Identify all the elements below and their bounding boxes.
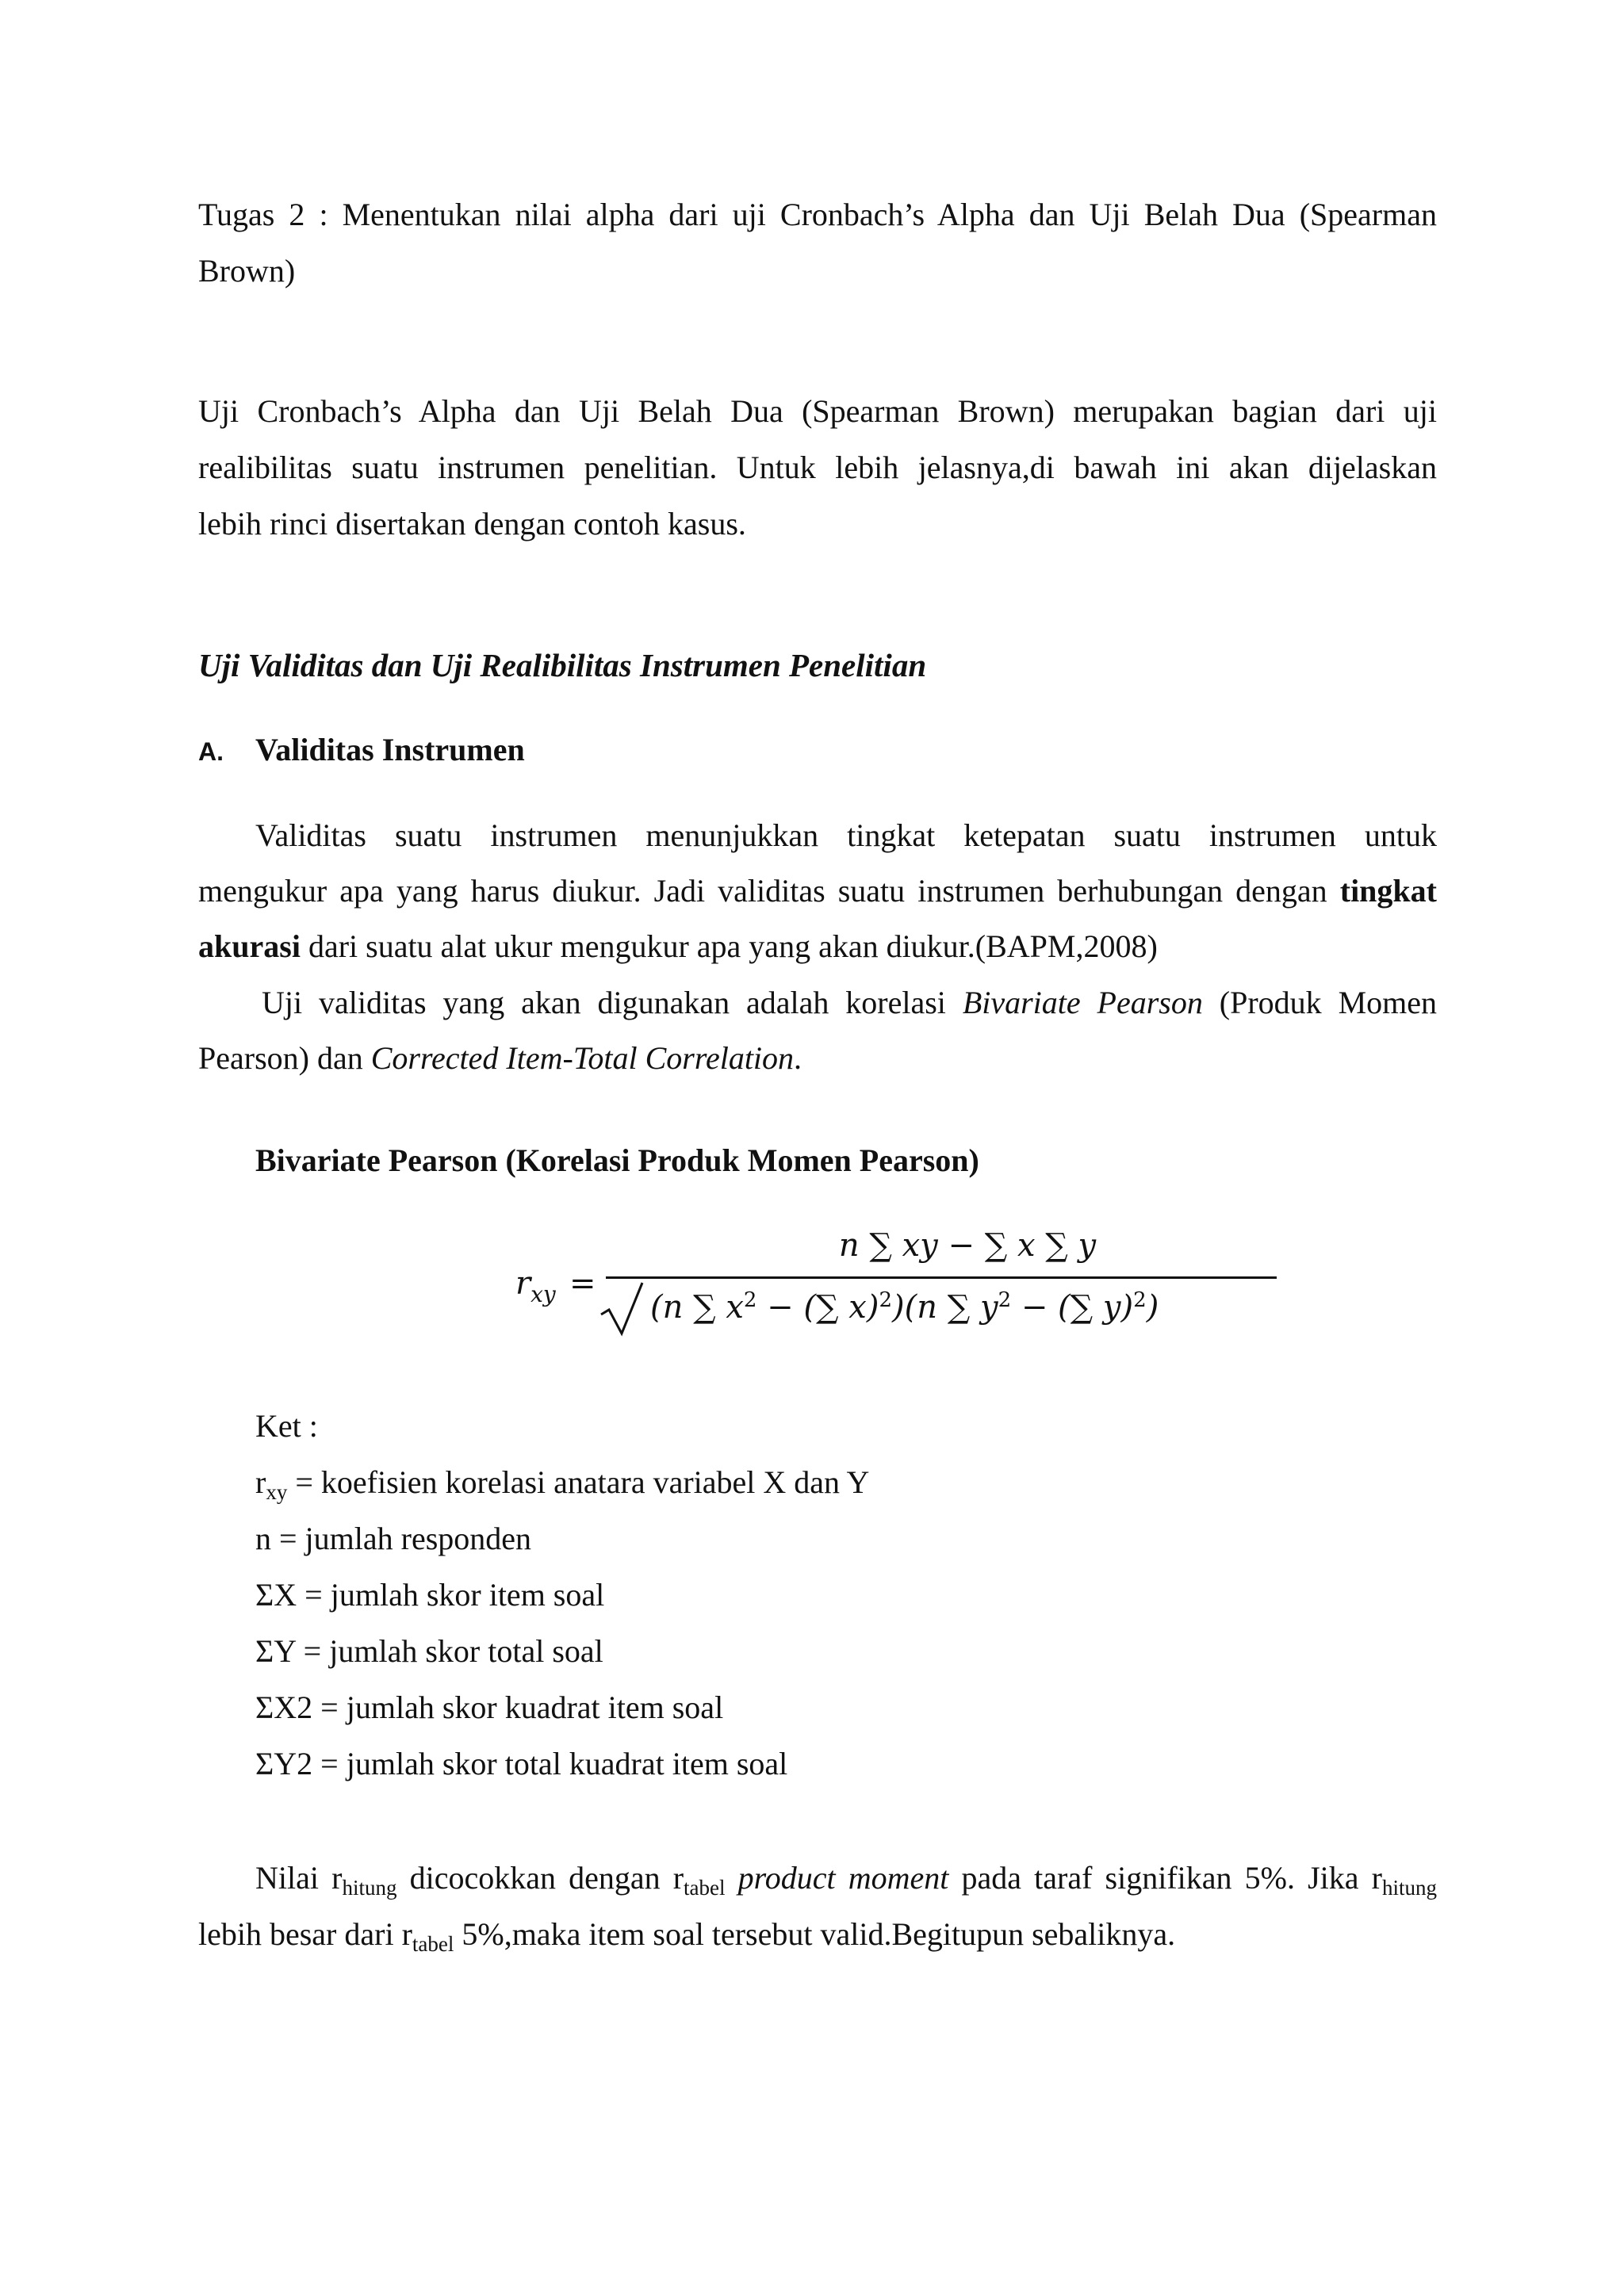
ket-item: ΣX2 = jumlah skor kuadrat item soal [255, 1689, 724, 1725]
den-sup-4: 2 [1133, 1288, 1147, 1312]
para2-text-2b: . [794, 1040, 802, 1076]
para1-line-3 [198, 928, 1158, 966]
ket-item-0-b: = koefisien korelasi anatara variabel X dan Y [287, 1464, 870, 1500]
intro-line-2 [198, 449, 1437, 487]
ket-item: n = jumlah responden [255, 1521, 532, 1556]
para1-text-3b: dari suatu alat ukur mengukur apa yang akan diukur.(BAPM,2008) [300, 928, 1158, 964]
para1-bold-akurasi: akurasi [198, 928, 301, 964]
para1-text-1: Validitas suatu instrumen menunjukkan tingkat ketepatan suatu instrumen untuk [255, 817, 1437, 853]
ket-item [255, 1464, 869, 1502]
section-a-letter: A. [198, 737, 224, 766]
para3-text-1a: Nilai r [255, 1860, 343, 1896]
para2-text-2a: Pearson) dan [198, 1040, 371, 1076]
formula-fraction-bar [606, 1276, 1277, 1279]
formula-denominator [650, 1289, 1159, 1326]
intro-text-3: lebih rinci disertakan dengan contoh kasus. [198, 506, 746, 541]
para3-text-1c: pada taraf signifikan 5%. Jika r [948, 1860, 1382, 1896]
section-a-heading [198, 731, 525, 771]
intro-text-1: Uji Cronbach’s Alpha dan Uji Belah Dua (Spearman Brown) merupakan bagian dari uji [198, 393, 1437, 429]
main-heading: Uji Validitas dan Uji Realibilitas Instrumen Penelitian [198, 647, 927, 683]
para3-sub-tabel-2: tabel [412, 1932, 454, 1956]
tugas-text-2: Brown) [198, 253, 296, 289]
den-part-d: − (∑ y) [1011, 1289, 1134, 1326]
para3-sub-hitung-2: hitung [1382, 1876, 1438, 1900]
para1-bold-tingkat: tingkat [1339, 873, 1437, 909]
tugas-text-1: Tugas 2 : Menentukan nilai alpha dari uji Cronbach’s Alpha dan Uji Belah Dua (Spearman [198, 197, 1437, 232]
den-sup-3: 2 [998, 1288, 1012, 1312]
den-part-c: )(n ∑ y [892, 1289, 998, 1326]
para3-sub-tabel-1: tabel [684, 1876, 726, 1900]
formula-r-subscript: xy [530, 1281, 556, 1307]
formula-numerator: n ∑ xy − ∑ x ∑ y [838, 1227, 1097, 1264]
den-sup-1: 2 [743, 1288, 757, 1312]
sub-heading: Bivariate Pearson (Korelasi Produk Momen Pearson) [255, 1142, 979, 1178]
ket-item: ΣY2 = jumlah skor total kuadrat item soal [255, 1746, 788, 1781]
para3-italic-product-moment: product moment [725, 1860, 949, 1896]
den-part-e: ) [1146, 1289, 1159, 1326]
section-a-title: Validitas Instrumen [255, 732, 525, 767]
para2-text-1a: Uji validitas yang akan digunakan adalah korelasi [262, 985, 963, 1020]
ket-item: ΣX = jumlah skor item soal [255, 1577, 605, 1613]
para2-italic-bivariate: Bivariate Pearson [962, 985, 1203, 1020]
para3-text-1b: dicocokkan dengan r [396, 1860, 684, 1896]
den-part-a: (n ∑ x [650, 1289, 744, 1326]
para1-text-2a: mengukur apa yang harus diukur. Jadi validitas suatu instrumen berhubungan dengan [198, 873, 1340, 909]
para3-text-2b: 5%,maka item soal tersebut valid.Begitupun sebaliknya. [454, 1916, 1176, 1952]
para2-line-2 [198, 1039, 802, 1077]
para3-text-2a: lebih besar dari r [198, 1916, 412, 1952]
formula-lhs [515, 1265, 556, 1307]
para2-line-1 [262, 984, 1437, 1022]
formula-r: r [515, 1265, 531, 1302]
ket-item-0-a: r [255, 1464, 266, 1500]
tugas-line-2 [198, 252, 295, 290]
para3-line-1 [255, 1859, 1438, 1900]
ket-label: Ket : [255, 1408, 318, 1444]
para3-line-2 [198, 1915, 1175, 1954]
ket-item-0-sub: xy [266, 1480, 288, 1504]
den-sup-2: 2 [879, 1288, 892, 1312]
intro-line-1 [198, 392, 1437, 430]
para1-line-1 [255, 817, 1437, 855]
intro-line-3 [198, 505, 746, 543]
para2-italic-corrected: Corrected Item-Total Correlation [370, 1040, 795, 1076]
formula-equals: = [569, 1265, 596, 1302]
den-part-b: − (∑ x) [756, 1289, 879, 1326]
ket-item: ΣY = jumlah skor total soal [255, 1633, 603, 1669]
tugas-line-1 [198, 196, 1437, 234]
intro-text-2: realibilitas suatu instrumen penelitian. Untuk lebih jelasnya,di bawah ini akan dijelaskan [198, 450, 1437, 485]
para1-line-2 [198, 872, 1437, 910]
para2-text-1b: (Produk Momen [1202, 985, 1438, 1020]
square-root-icon [599, 1281, 645, 1337]
para3-sub-hitung-1: hitung [342, 1876, 397, 1900]
